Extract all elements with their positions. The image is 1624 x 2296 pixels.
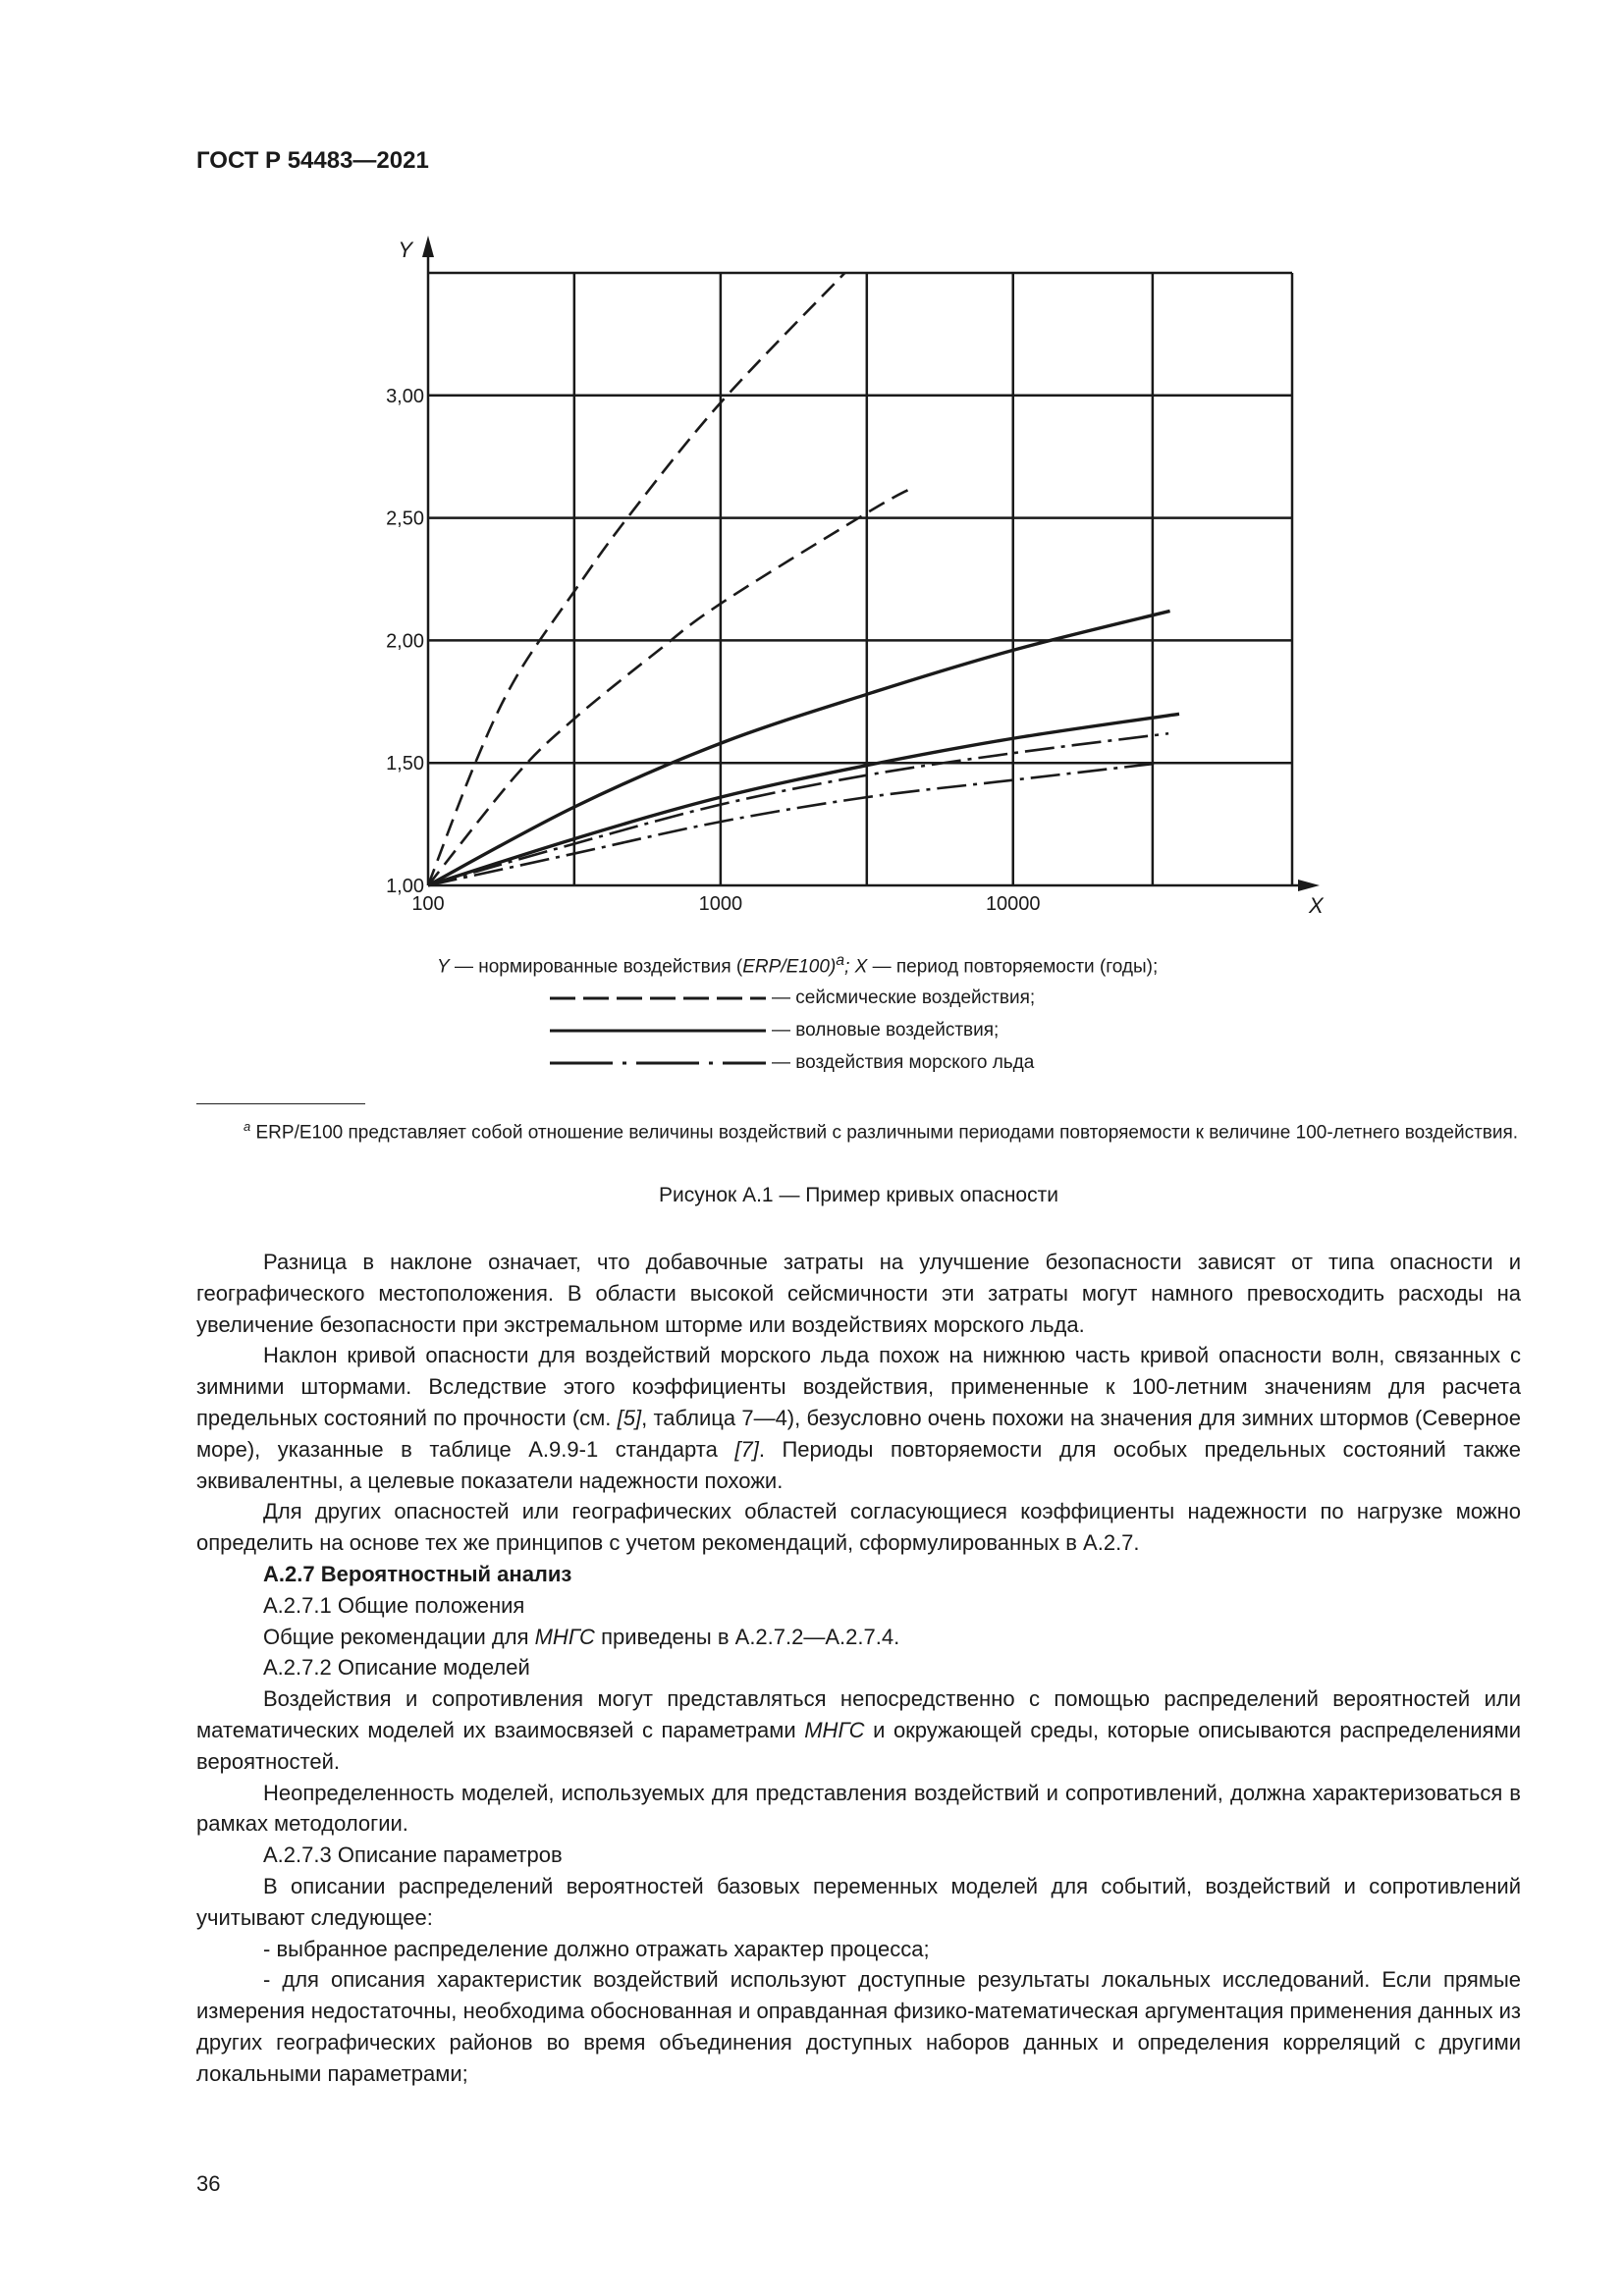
document-header: ГОСТ Р 54483—2021: [196, 147, 429, 174]
text-run: А.2.7 Вероятностный анализ: [263, 1561, 572, 1586]
text-run: приведены в А.2.7.2—А.2.7.4.: [594, 1624, 900, 1649]
legend-y-symbol: Y: [437, 956, 450, 978]
paragraph: [196, 1934, 1521, 1965]
legend-swatch-solid: [550, 1025, 766, 1037]
paragraph: [196, 1340, 1521, 1496]
x-tick-label: 10000: [985, 893, 1041, 915]
series-line-wave-1: [428, 611, 1170, 885]
footnote-mark: a: [244, 1119, 251, 1134]
legend-sup: a: [836, 952, 845, 969]
paragraph: [196, 1559, 1521, 1590]
text-run: - для описания характеристик воздействий используют доступные результаты локальных исследований. Если прямые измерения недостаточны, необходима обоснованная и оправданная физико-математическая аргументация применения данных из других географических районов во время объединения доступных наборов данных и определения корреляций с другими локальными параметрами;: [196, 1967, 1521, 2086]
legend-label: — воздействия морского льда: [772, 1052, 1035, 1073]
legend-label: — сейсмические воздействия;: [772, 988, 1036, 1008]
footnote-divider: [196, 1103, 365, 1104]
legend-axes-key: [437, 952, 1158, 978]
text-run: В описании распределений вероятностей базовых переменных моделей для событий, воздействий и сопротивлений учитывают следующее:: [196, 1873, 1521, 1930]
y-axis-arrow-icon: [422, 236, 434, 257]
paragraph: [196, 1590, 1521, 1622]
paragraph: [196, 1683, 1521, 1777]
legend-swatch-dashed: [550, 992, 766, 1004]
text-run: Разница в наклоне означает, что добавочные затраты на улучшение безопасности зависят от типа опасности и географического местоположения. В области высокой сейсмичности эти затраты могут намного превосходить расходы на увеличение безопасности при экстремальном шторме или воздействиях морского льда.: [196, 1250, 1521, 1337]
paragraph: [196, 1652, 1521, 1683]
text-run: Неопределенность моделей, используемых для представления воздействий и сопротивлений, должна характеризоваться в рамках методологии.: [196, 1780, 1521, 1837]
y-tick-label: 3,00: [386, 385, 424, 407]
legend-item-wave: [550, 1016, 999, 1045]
paragraph: [196, 1496, 1521, 1559]
legend-label: — волновые воздействия;: [772, 1020, 1000, 1041]
y-tick-label: 2,00: [386, 630, 424, 653]
text-run: и окружающей среды, которые описываются распределениями вероятностей.: [196, 1717, 1521, 1774]
series-line-seismic-1: [428, 273, 844, 885]
text-run: Наклон кривой опасности для воздействий морского льда похож на нижнюю часть кривой опасности волн, связанных с зимними штормами. Вследствие этого коэффициенты воздействия, примененные к 100-летним значениям для расчета предельных состояний по прочности (см.: [196, 1343, 1521, 1430]
series-line-ice-1: [428, 733, 1168, 885]
text-run: А.2.7.2 Описание моделей: [263, 1655, 530, 1681]
italic-run: [7]: [734, 1436, 759, 1462]
y-axis-label: Y: [398, 238, 412, 262]
legend-item-seismic: [550, 984, 1035, 1013]
paragraph: [196, 1840, 1521, 1871]
footnote-text: ERP/E100 представляет собой отношение величины воздействий с различными периодами повторяемости к величине 100-летнего воздействия.: [250, 1122, 1519, 1144]
hazard-curves-chart: [0, 0, 1624, 942]
paragraph: [196, 1964, 1521, 2089]
x-tick-label: 100: [411, 893, 445, 915]
y-tick-label: 1,50: [386, 753, 424, 775]
italic-run: МНГС: [534, 1624, 595, 1649]
text-run: Воздействия и сопротивления могут представляться непосредственно с помощью распределений вероятностей или математических моделей их взаимосвязей с параметрами: [196, 1686, 1521, 1742]
legend-swatch-dashdot: [550, 1057, 766, 1069]
y-tick-label: 2,50: [386, 507, 424, 530]
text-run: Для других опасностей или географических областей согласующиеся коэффициенты надежности по нагрузке можно определить на основе тех же принципов с учетом рекомендаций, сформулированных в А.2.7.: [196, 1499, 1521, 1556]
x-tick-label: 1000: [698, 893, 743, 915]
text-run: - выбранное распределение должно отражать характер процесса;: [263, 1936, 930, 1961]
text-run: . Периоды повторяемости для особых предельных состояний также эквивалентны, а целевые показатели надежности похожи.: [196, 1436, 1522, 1493]
legend-y-text: — нормированные воздействия (: [449, 956, 743, 978]
legend-ratio: ERP/E100): [742, 956, 837, 978]
footnote: [196, 1112, 1521, 1147]
italic-run: МНГС: [804, 1717, 865, 1742]
series-line-seismic-2: [428, 489, 911, 885]
paragraph: [196, 1247, 1521, 1340]
text-run: , таблица 7—4), безусловно очень похожи на значения для зимних штормов (Северное море), указанные в таблице А.9.9-1 стандарта: [196, 1405, 1522, 1462]
x-axis-label: X: [1309, 893, 1324, 918]
text-run: Общие рекомендации для: [263, 1624, 535, 1649]
paragraph: [196, 1871, 1521, 1934]
legend-x-symbol: ; X: [844, 956, 868, 978]
x-axis-arrow-icon: [1298, 880, 1320, 891]
y-tick-label: 1,00: [386, 876, 424, 897]
figure-caption: Рисунок А.1 — Пример кривых опасности: [659, 1184, 1058, 1206]
text-run: А.2.7.1 Общие положения: [263, 1592, 525, 1618]
paragraph: [196, 1778, 1521, 1841]
paragraph: [196, 1622, 1521, 1653]
legend-item-ice: [550, 1048, 1034, 1078]
body-text: [196, 1247, 1521, 2090]
legend-x-text: — период повторяемости (годы);: [867, 956, 1159, 978]
italic-run: [5]: [617, 1405, 642, 1430]
page-number: 36: [196, 2171, 221, 2196]
text-run: А.2.7.3 Описание параметров: [263, 1842, 563, 1868]
